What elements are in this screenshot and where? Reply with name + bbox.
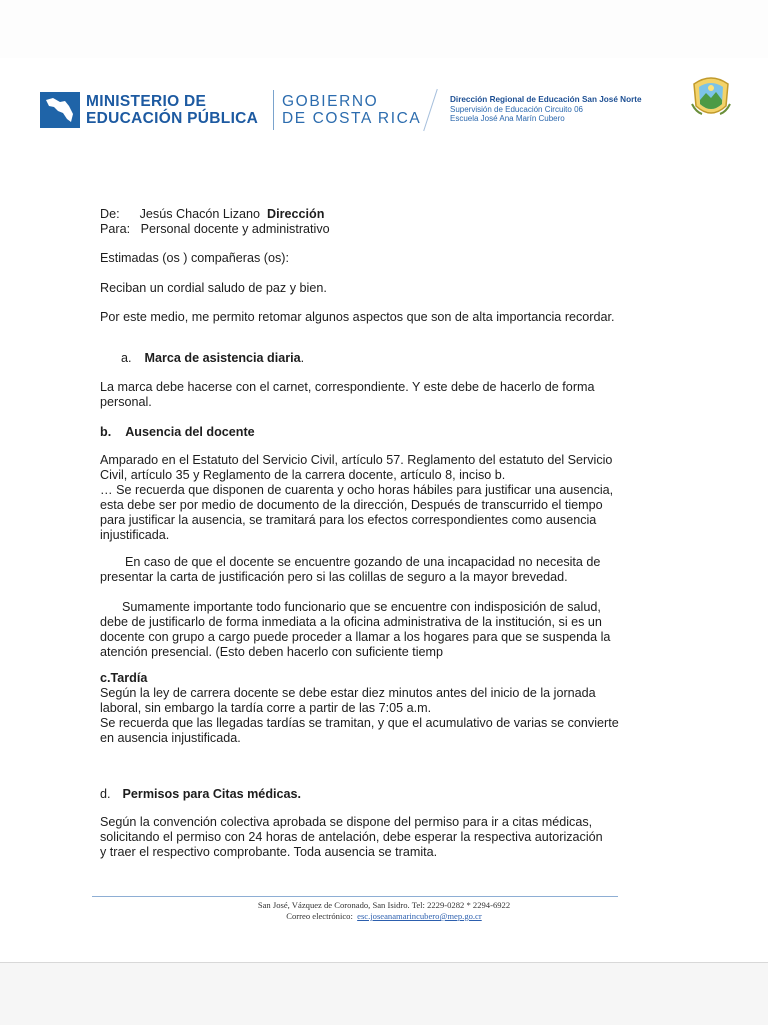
section-b-p2-1: En caso de que el docente se encuentre gozando de una incapacidad no necesita de — [125, 555, 601, 569]
section-b-p3-4: atención presencial. (Esto deben hacerlo con suficiente tiemp — [100, 645, 444, 659]
footer-email-line — [0, 911, 768, 922]
section-c-text-2: laboral, sin embargo la tardía corre a partir de las 7:05 a.m. — [100, 701, 432, 715]
section-a-text-1: La marca debe hacerse con el carnet, correspondiente. Y este debe de hacerlo de forma — [100, 380, 595, 394]
header-divider — [273, 90, 274, 130]
section-c-text-1: Según la ley de carrera docente se debe estar diez minutos antes del inicio de la jornada — [100, 686, 596, 700]
section-d-text-2: solicitando el permiso con 24 horas de antelación, debe esperar la respectiva autorización — [100, 830, 603, 844]
header-slash-divider — [423, 89, 438, 131]
section-b-p1-4: esta debe ser por medio de documento de la dirección, Después de transcurrido el tiempo — [100, 498, 603, 512]
section-b-p1-2: Civil, artículo 35 y Reglamento de la carrera docente, artículo 8, inciso b. — [100, 468, 506, 482]
section-d-text-3: y traer el respectivo comprobante. Toda ausencia se tramita. — [100, 845, 438, 859]
section-a-heading: a. Marca de asistencia diaria. — [121, 351, 305, 365]
section-c-text-4: en ausencia injustificada. — [100, 731, 241, 745]
from-label: De: — [100, 207, 120, 221]
page-top-margin — [0, 0, 768, 58]
greeting: Estimadas (os ) compañeras (os): — [100, 251, 289, 265]
footer-address: San José, Vázquez de Coronado, San Isidro. Tel: 2229-0282 * 2294-6922 — [257, 900, 511, 910]
gobierno-wordmark: GOBIERNO DE COSTA RICA — [282, 93, 422, 127]
email-label: Correo electrónico: — [286, 911, 353, 921]
from-role: Dirección — [267, 207, 325, 221]
footer — [0, 900, 768, 922]
ministerio-wordmark: MINISTERIO DE EDUCACIÓN PÚBLICA — [86, 93, 259, 127]
from-name: Jesús Chacón Lizano — [139, 207, 261, 221]
page-bottom-margin — [0, 962, 768, 1025]
saludo: Reciban un cordial saludo de paz y bien. — [100, 281, 327, 295]
section-b-heading: b. Ausencia del docente — [100, 425, 255, 439]
section-b-p2-2: presentar la carta de justificación pero si las colillas de seguro a la mayor brevedad. — [100, 570, 568, 584]
intro-paragraph: Por este medio, me permito retomar algunos aspectos que son de alta importancia recordar. — [100, 310, 615, 324]
from-line — [100, 207, 324, 222]
section-b-p3-3: docente con grupo a cargo puede proceder a llamar a los hogares para que se suspenda la — [100, 630, 611, 644]
school-name: Escuela José Ana Marín Cubero — [450, 114, 565, 123]
section-c-heading: c.Tardía — [100, 671, 148, 685]
section-b-p1-1: Amparado en el Estatuto del Servicio Civil, artículo 57. Reglamento del estatuto del Servicio — [100, 453, 613, 467]
to-line — [100, 222, 330, 237]
section-c-text-3: Se recuerda que las llegadas tardías se tramitan, y que el acumulativo de varias se convierte — [100, 716, 619, 730]
section-b-p1-6: injustificada. — [100, 528, 170, 542]
region-title: Dirección Regional de Educación San José Norte — [450, 95, 642, 104]
section-d-heading: d. Permisos para Citas médicas. — [100, 787, 302, 801]
to-label: Para: — [100, 222, 131, 236]
regional-office-block — [450, 95, 642, 124]
email-link[interactable]: esc.joseanamarincubero@mep.go.cr — [357, 911, 482, 921]
section-b-p3-1: Sumamente importante todo funcionario que se encuentre con indisposición de salud, — [122, 600, 601, 614]
region-circuit: Supervisión de Educación Circuito 06 — [450, 104, 583, 114]
footer-rule — [92, 896, 618, 897]
costa-rica-map-logo-icon — [40, 92, 80, 128]
section-a-text-2: personal. — [100, 395, 152, 409]
section-b-p1-5: para justificar la ausencia, se tramitará para los efectos correspondientes como ausencia — [100, 513, 597, 527]
school-crest-icon — [690, 74, 732, 120]
section-b-p3-2: debe de justificarlo de forma inmediata a la oficina administrativa de la institución, si es un — [100, 615, 602, 629]
section-b-p1-3: … Se recuerda que disponen de cuarenta y ocho horas hábiles para justificar una ausencia, — [100, 483, 614, 497]
to-value: Personal docente y administrativo — [140, 222, 330, 236]
section-d-text-1: Según la convención colectiva aprobada se dispone del permiso para ir a citas médicas, — [100, 815, 593, 829]
